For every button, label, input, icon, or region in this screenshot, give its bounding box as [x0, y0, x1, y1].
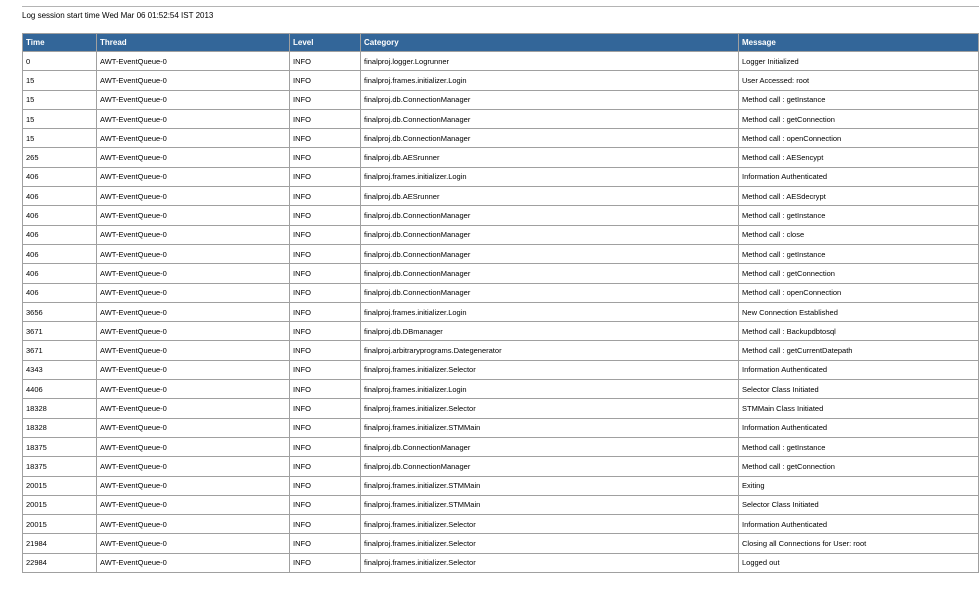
- cell-category: finalproj.db.ConnectionManager: [361, 226, 738, 244]
- cell-category: finalproj.db.ConnectionManager: [361, 206, 738, 224]
- cell-message: Method call : getInstance: [739, 206, 978, 224]
- cell-thread: AWT-EventQueue-0: [97, 187, 289, 205]
- table-row: [23, 110, 978, 128]
- log-table-header: [23, 34, 978, 51]
- cell-time: 22984: [23, 554, 96, 572]
- cell-message: Information Authenticated: [739, 361, 978, 379]
- session-start-text: Log session start time Wed Mar 06 01:52:54 IST 2013: [22, 11, 214, 20]
- cell-level: INFO: [290, 496, 360, 514]
- table-row: [23, 226, 978, 244]
- cell-level: INFO: [290, 341, 360, 359]
- cell-level: INFO: [290, 168, 360, 186]
- cell-time: 21984: [23, 534, 96, 552]
- cell-category: finalproj.frames.initializer.Selector: [361, 361, 738, 379]
- cell-time: 3656: [23, 303, 96, 321]
- column-header-level: Level: [290, 34, 360, 51]
- cell-level: INFO: [290, 148, 360, 166]
- cell-thread: AWT-EventQueue-0: [97, 91, 289, 109]
- table-row: [23, 303, 978, 321]
- cell-thread: AWT-EventQueue-0: [97, 110, 289, 128]
- cell-category: finalproj.db.ConnectionManager: [361, 438, 738, 456]
- cell-level: INFO: [290, 457, 360, 475]
- cell-time: 406: [23, 264, 96, 282]
- table-row: [23, 496, 978, 514]
- table-row: [23, 284, 978, 302]
- cell-message: User Accessed: root: [739, 71, 978, 89]
- cell-thread: AWT-EventQueue-0: [97, 380, 289, 398]
- cell-message: Method call : getInstance: [739, 91, 978, 109]
- table-row: [23, 322, 978, 340]
- table-row: [23, 361, 978, 379]
- cell-thread: AWT-EventQueue-0: [97, 496, 289, 514]
- cell-message: New Connection Established: [739, 303, 978, 321]
- column-header-time: Time: [23, 34, 96, 51]
- table-row: [23, 91, 978, 109]
- cell-time: 4406: [23, 380, 96, 398]
- table-row: [23, 52, 978, 70]
- cell-level: INFO: [290, 534, 360, 552]
- cell-level: INFO: [290, 419, 360, 437]
- cell-message: Logged out: [739, 554, 978, 572]
- cell-message: Method call : openConnection: [739, 284, 978, 302]
- column-header-message: Message: [739, 34, 978, 51]
- cell-message: Exiting: [739, 477, 978, 495]
- cell-level: INFO: [290, 91, 360, 109]
- table-row: [23, 477, 978, 495]
- cell-category: finalproj.db.ConnectionManager: [361, 457, 738, 475]
- cell-category: finalproj.logger.Logrunner: [361, 52, 738, 70]
- cell-time: 18375: [23, 438, 96, 456]
- cell-time: 406: [23, 245, 96, 263]
- cell-time: 406: [23, 226, 96, 244]
- cell-category: finalproj.frames.initializer.Login: [361, 380, 738, 398]
- cell-level: INFO: [290, 110, 360, 128]
- cell-time: 20015: [23, 477, 96, 495]
- cell-thread: AWT-EventQueue-0: [97, 322, 289, 340]
- cell-message: STMMain Class Initiated: [739, 399, 978, 417]
- cell-level: INFO: [290, 129, 360, 147]
- cell-level: INFO: [290, 264, 360, 282]
- cell-time: 406: [23, 168, 96, 186]
- table-row: [23, 129, 978, 147]
- cell-time: 20015: [23, 515, 96, 533]
- cell-message: Information Authenticated: [739, 515, 978, 533]
- column-header-thread: Thread: [97, 34, 289, 51]
- table-row: [23, 380, 978, 398]
- cell-message: Method call : Backupdbtosql: [739, 322, 978, 340]
- cell-level: INFO: [290, 477, 360, 495]
- cell-thread: AWT-EventQueue-0: [97, 438, 289, 456]
- cell-level: INFO: [290, 361, 360, 379]
- table-row: [23, 457, 978, 475]
- cell-category: finalproj.db.ConnectionManager: [361, 129, 738, 147]
- cell-message: Method call : getConnection: [739, 457, 978, 475]
- cell-time: 265: [23, 148, 96, 166]
- cell-thread: AWT-EventQueue-0: [97, 477, 289, 495]
- column-header-category: Category: [361, 34, 738, 51]
- cell-time: 15: [23, 110, 96, 128]
- cell-level: INFO: [290, 71, 360, 89]
- cell-category: finalproj.frames.initializer.Selector: [361, 515, 738, 533]
- cell-thread: AWT-EventQueue-0: [97, 515, 289, 533]
- cell-message: Selector Class Initiated: [739, 496, 978, 514]
- cell-message: Method call : getInstance: [739, 438, 978, 456]
- cell-message: Method call : openConnection: [739, 129, 978, 147]
- cell-thread: AWT-EventQueue-0: [97, 341, 289, 359]
- cell-level: INFO: [290, 322, 360, 340]
- cell-category: finalproj.db.ConnectionManager: [361, 284, 738, 302]
- cell-level: INFO: [290, 226, 360, 244]
- cell-level: INFO: [290, 187, 360, 205]
- cell-level: INFO: [290, 438, 360, 456]
- cell-time: 3671: [23, 322, 96, 340]
- cell-time: 0: [23, 52, 96, 70]
- cell-thread: AWT-EventQueue-0: [97, 457, 289, 475]
- cell-category: finalproj.frames.initializer.Selector: [361, 554, 738, 572]
- cell-thread: AWT-EventQueue-0: [97, 206, 289, 224]
- cell-category: finalproj.frames.initializer.STMMain: [361, 419, 738, 437]
- cell-thread: AWT-EventQueue-0: [97, 71, 289, 89]
- cell-thread: AWT-EventQueue-0: [97, 554, 289, 572]
- cell-category: finalproj.db.AESrunner: [361, 187, 738, 205]
- cell-time: 406: [23, 187, 96, 205]
- cell-time: 18375: [23, 457, 96, 475]
- cell-level: INFO: [290, 303, 360, 321]
- cell-time: 18328: [23, 419, 96, 437]
- log-table: [22, 33, 979, 573]
- cell-time: 406: [23, 206, 96, 224]
- cell-category: finalproj.frames.initializer.Login: [361, 168, 738, 186]
- table-row: [23, 206, 978, 224]
- cell-thread: AWT-EventQueue-0: [97, 226, 289, 244]
- table-row: [23, 168, 978, 186]
- table-row: [23, 399, 978, 417]
- top-divider: [22, 6, 979, 7]
- cell-message: Method call : getConnection: [739, 110, 978, 128]
- cell-category: finalproj.db.DBmanager: [361, 322, 738, 340]
- cell-level: INFO: [290, 284, 360, 302]
- cell-thread: AWT-EventQueue-0: [97, 361, 289, 379]
- cell-thread: AWT-EventQueue-0: [97, 168, 289, 186]
- cell-category: finalproj.db.ConnectionManager: [361, 91, 738, 109]
- table-row: [23, 419, 978, 437]
- cell-thread: AWT-EventQueue-0: [97, 534, 289, 552]
- cell-message: Closing all Connections for User: root: [739, 534, 978, 552]
- cell-message: Method call : AESencypt: [739, 148, 978, 166]
- header-row: [23, 34, 978, 51]
- table-row: [23, 148, 978, 166]
- cell-category: finalproj.arbitraryprograms.Dategenerator: [361, 341, 738, 359]
- table-row: [23, 534, 978, 552]
- log-table-body: [23, 52, 978, 572]
- cell-message: Method call : getInstance: [739, 245, 978, 263]
- cell-thread: AWT-EventQueue-0: [97, 264, 289, 282]
- table-row: [23, 71, 978, 89]
- cell-category: finalproj.db.ConnectionManager: [361, 110, 738, 128]
- cell-category: finalproj.frames.initializer.STMMain: [361, 477, 738, 495]
- cell-time: 15: [23, 71, 96, 89]
- cell-time: 15: [23, 91, 96, 109]
- cell-message: Method call : getCurrentDatepath: [739, 341, 978, 359]
- cell-thread: AWT-EventQueue-0: [97, 148, 289, 166]
- table-row: [23, 264, 978, 282]
- cell-thread: AWT-EventQueue-0: [97, 284, 289, 302]
- table-row: [23, 515, 978, 533]
- cell-time: 20015: [23, 496, 96, 514]
- cell-level: INFO: [290, 554, 360, 572]
- cell-level: INFO: [290, 399, 360, 417]
- cell-level: INFO: [290, 245, 360, 263]
- cell-level: INFO: [290, 515, 360, 533]
- cell-time: 18328: [23, 399, 96, 417]
- cell-time: 406: [23, 284, 96, 302]
- cell-category: finalproj.frames.initializer.Login: [361, 71, 738, 89]
- cell-message: Information Authenticated: [739, 419, 978, 437]
- cell-category: finalproj.frames.initializer.Login: [361, 303, 738, 321]
- table-row: [23, 438, 978, 456]
- cell-category: finalproj.frames.initializer.STMMain: [361, 496, 738, 514]
- cell-message: Information Authenticated: [739, 168, 978, 186]
- cell-message: Method call : close: [739, 226, 978, 244]
- cell-thread: AWT-EventQueue-0: [97, 399, 289, 417]
- table-row: [23, 341, 978, 359]
- cell-category: finalproj.frames.initializer.Selector: [361, 534, 738, 552]
- cell-category: finalproj.db.ConnectionManager: [361, 264, 738, 282]
- cell-time: 15: [23, 129, 96, 147]
- cell-message: Logger Initialized: [739, 52, 978, 70]
- cell-message: Selector Class Initiated: [739, 380, 978, 398]
- cell-level: INFO: [290, 206, 360, 224]
- table-row: [23, 554, 978, 572]
- cell-time: 3671: [23, 341, 96, 359]
- cell-thread: AWT-EventQueue-0: [97, 303, 289, 321]
- cell-time: 4343: [23, 361, 96, 379]
- cell-message: Method call : AESdecrypt: [739, 187, 978, 205]
- cell-thread: AWT-EventQueue-0: [97, 52, 289, 70]
- table-row: [23, 187, 978, 205]
- cell-category: finalproj.db.AESrunner: [361, 148, 738, 166]
- cell-thread: AWT-EventQueue-0: [97, 129, 289, 147]
- cell-level: INFO: [290, 380, 360, 398]
- cell-thread: AWT-EventQueue-0: [97, 419, 289, 437]
- cell-level: INFO: [290, 52, 360, 70]
- cell-message: Method call : getConnection: [739, 264, 978, 282]
- table-row: [23, 245, 978, 263]
- cell-category: finalproj.frames.initializer.Selector: [361, 399, 738, 417]
- cell-category: finalproj.db.ConnectionManager: [361, 245, 738, 263]
- cell-thread: AWT-EventQueue-0: [97, 245, 289, 263]
